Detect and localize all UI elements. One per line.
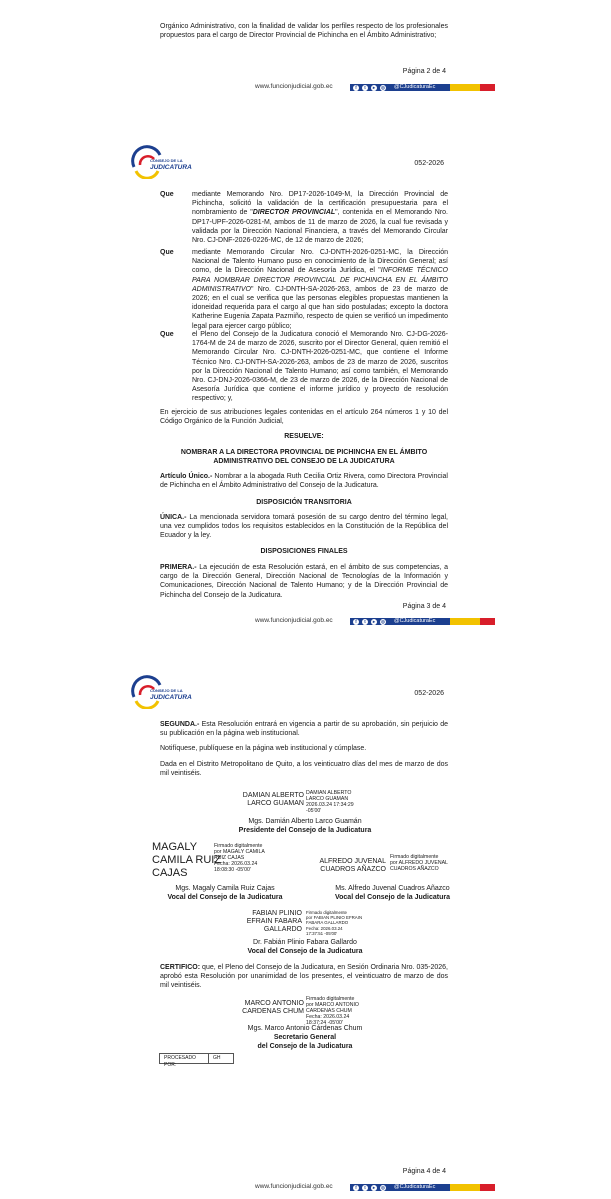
sig-fabara-stamp: Firmado digitalmente por FABIAN PLINIO EFRAIN FABARA GALLARDO Fecha: 2026.03.24 17:37:51 -05'00' <box>306 910 363 936</box>
signer-cardenas: Mgs. Marco Antonio Cárdenas Chum Secretario General del Consejo de la Judicatura <box>247 1025 363 1050</box>
sig-cardenas-stamp: Firmado digitalmente por MARCO ANTONIO CARDENAS CHUM Fecha: 2026.03.24 18:37:24 -05'00' <box>306 996 359 1026</box>
articulo-unico: Artículo Único.- Nombrar a la abogada Ruth Cecilia Ortiz Rivera, como Directora Provincial de Pichincha en el Ámbito Administrativo del Consejo de la Judicatura. <box>160 473 448 490</box>
page4-footer <box>0 1183 611 1193</box>
website-url[interactable]: www.funcionjudicial.gob.ec <box>255 83 333 90</box>
social-handle[interactable]: @CJudicaturaEc <box>394 1184 436 1190</box>
page2-text: Orgánico Administrativo, con la finalidad de validar los perfiles respecto de los profesionales propuestos para el cargo de Director Provincial de Pichincha en el Ámbito Administrativo; <box>160 23 448 40</box>
youtube-icon[interactable]: ▸ <box>372 1184 376 1190</box>
doc-number: 052-2026 <box>414 160 444 167</box>
instagram-icon[interactable]: ◎ <box>381 1184 385 1190</box>
twitter-icon[interactable]: t <box>362 619 368 625</box>
dada-paragraph: Dada en el Distrito Metropolitano de Quito, a los veinticuatro días del mes de marzo de dos mil veintiséis. <box>160 761 448 778</box>
resuelve-heading: RESUELVE: <box>284 433 324 440</box>
twitter-icon[interactable]: t <box>362 1185 368 1191</box>
que-label: Que <box>160 331 174 338</box>
page2-footer <box>0 83 611 93</box>
page-4 <box>0 630 611 1199</box>
page4-number: Página 4 de 4 <box>402 1168 446 1175</box>
signer-ruiz: Mgs. Magaly Camila Ruiz Cajas Vocal del Consejo de la Judicatura <box>167 885 283 901</box>
unica-paragraph: ÚNICA.- La mencionada servidora tomará posesión de su cargo dentro del término legal, una vez cumplidos todos los requisitos establecidos en la Constitución de la República del Ecuador y la ley. <box>160 514 448 540</box>
notifiquese: Notifíquese, publíquese en la página web institucional y cúmplase. <box>160 745 367 752</box>
facebook-icon[interactable]: f <box>353 619 359 625</box>
social-handle[interactable]: @CJudicaturaEc <box>394 618 436 624</box>
que-3: Que el Pleno del Consejo de la Judicatura conoció el Memorando Nro. CJ-DG-2026-1764-M de 24 de marzo de 2026, suscrito por el Director General, quien remitió el Memorando Circular Nro. CJ-DNTH-2026-0251-MC, que contiene el Informe Técnico Nro. CJ-DNTH-SA-2026-263, ambos de 23 de marzo de 2026, suscritos por la Dirección Nacional de Talento Humano; así como también, el Memorando Nro. CJ-DNJ-2026-0366-M, de 23 de marzo de 2026, de la Dirección Nacional de Asesoría Jurídica que contiene el informe jurídico y proyecto de resolución respectivo; y, <box>160 331 448 403</box>
facebook-icon[interactable]: f <box>353 1185 359 1191</box>
ejercicio-paragraph: En ejercicio de sus atribuciones legales contenidas en el artículo 264 números 1 y 10 del Código Orgánico de la Función Judicial, <box>160 409 448 426</box>
resolution-title: NOMBRAR A LA DIRECTORA PROVINCIAL DE PICHINCHA EN EL ÁMBITO ADMINISTRATIVO DEL CONSEJO DE LA JUDICATURA <box>180 449 428 466</box>
youtube-icon[interactable]: ▸ <box>372 84 376 90</box>
footer-brand-bar <box>350 1184 450 1191</box>
finales-heading: DISPOSICIONES FINALES <box>260 548 348 555</box>
processed-value: GH <box>213 1055 221 1061</box>
social-handle[interactable]: @CJudicaturaEc <box>394 84 436 90</box>
doc-number: 052-2026 <box>414 690 444 697</box>
judicatura-logo <box>130 145 196 179</box>
page3-number: Página 3 de 4 <box>402 603 446 610</box>
segunda-paragraph: SEGUNDA.- Esta Resolución entrará en vigencia a partir de su aprobación, sin perjuicio de su publicación en la página web institucional. <box>160 721 448 738</box>
que-2: Que mediante Memorando Circular Nro. CJ-DNTH-2026-0251-MC, la Dirección Nacional de Talento Humano puso en conocimiento de la Dirección General; así como, de la Dirección Nacional de Asesoría Jurídica, el "INFORME TÉCNICO PARA NOMBRAR DIRECTOR PROVINCIAL DE PICHINCHA EN EL ÁMBITO ADMINISTRATIVO" Nro. CJ-DNTH-SA-2026-263, ambos de 23 de marzo de 2026; en el cual se verifica que las personas elegibles propuestas mantienen la idoneidad requerida para el cargo al que han sido postuladas; excepto la doctora Katherine Eugenia Zapata Pazmiño, respecto de quien se verificó un impedimento legal para ejercer cargo público; <box>160 249 448 330</box>
sig-cuadros-stamp: Firmado digitalmente por ALFREDO JUVENAL CUADROS AÑAZCO <box>390 854 448 872</box>
page-3 <box>0 130 611 630</box>
logo-line2: JUDICATURA <box>150 164 192 171</box>
que-label: Que <box>160 191 174 198</box>
twitter-icon[interactable]: t <box>362 85 368 91</box>
page-2 <box>0 0 611 130</box>
certifico-paragraph: CERTIFICO: que, el Pleno del Consejo de la Judicatura, en Sesión Ordinaria Nro. 035-2026, aprobó esta Resolución por unanimidad de los presentes, el veinticuatro de marzo de dos mil veintiséis. <box>160 964 448 990</box>
instagram-icon[interactable]: ◎ <box>381 618 385 624</box>
que-label: Que <box>160 249 174 256</box>
processed-by-box <box>159 1053 234 1068</box>
signer-larco: Mgs. Damián Alberto Larco Guamán Presidente del Consejo de la Judicatura <box>238 818 372 834</box>
website-url[interactable]: www.funcionjudicial.gob.ec <box>255 1183 333 1190</box>
signer-cuadros: Ms. Alfredo Juvenal Cuadros Añazco Vocal del Consejo de la Judicatura <box>334 885 450 901</box>
page2-number: Página 2 de 4 <box>402 68 446 75</box>
svg-text:JUDICATURA: JUDICATURA <box>150 694 192 701</box>
sig-cardenas-name: MARCO ANTONIO CARDENAS CHUM <box>242 1000 304 1015</box>
instagram-icon[interactable]: ◎ <box>381 84 385 90</box>
sig-larco-stamp: DAMIAN ALBERTO LARCO GUAMAN 2026.03.24 17:34:29 -05'00' <box>306 790 354 814</box>
footer-brand-bar <box>350 84 450 91</box>
que-1: Que mediante Memorando Nro. DP17-2026-1049-M, la Dirección Provincial de Pichincha, solicitó la validación de la certificación presupuestaria para el nombramiento de "DIRECTOR PROVINCIAL", contenida en el Memorando Nro. DP17-UPF-2026-0281-M, ambos de 11 de marzo de 2026, la cual fue revisada y validada por la Dirección Nacional Financiera, a través del Memorando Circular Nro. CJ-DNF-2026-0226-MC, de 12 de marzo de 2026; <box>160 191 449 245</box>
sig-ruiz-name: MAGALY CAMILA RUIZ CAJAS <box>152 841 222 879</box>
youtube-icon[interactable]: ▸ <box>372 618 376 624</box>
page3-footer <box>0 617 611 627</box>
judicatura-logo <box>130 675 196 709</box>
processed-label: PROCESADO POR: <box>160 1054 209 1063</box>
website-url[interactable]: www.funcionjudicial.gob.ec <box>255 617 333 624</box>
footer-brand-bar <box>350 618 450 625</box>
sig-larco-name: DAMIAN ALBERTO LARCO GUAMAN <box>242 792 304 807</box>
signer-fabara: Dr. Fabián Plinio Fabara Gallardo Vocal del Consejo de la Judicatura <box>247 939 363 955</box>
transitoria-heading: DISPOSICIÓN TRANSITORIA <box>256 499 352 506</box>
sig-ruiz-stamp: Firmado digitalmente por MAGALY CAMILA RUIZ CAJAS Fecha: 2026.03.24 18:08:30 -05'00' <box>214 843 265 873</box>
sig-fabara-name: FABIAN PLINIO EFRAIN FABARA GALLARDO <box>246 910 302 933</box>
logo-line1: CONSEJO DE LA <box>150 158 183 163</box>
sig-cuadros-name: ALFREDO JUVENAL CUADROS AÑAZCO <box>319 858 386 873</box>
svg-text:CONSEJO DE LA: CONSEJO DE LA <box>150 688 183 693</box>
primera-paragraph: PRIMERA.- La ejecución de esta Resolución estará, en el ámbito de sus competencias, a cargo de la Dirección General, Dirección Nacional de Tecnologías de la Información y Comunicaciones, Dirección Nacional de Talento Humano; y de la Dirección Provincial de Pichincha del Consejo de la Judicatura. <box>160 564 448 599</box>
facebook-icon[interactable]: f <box>353 85 359 91</box>
